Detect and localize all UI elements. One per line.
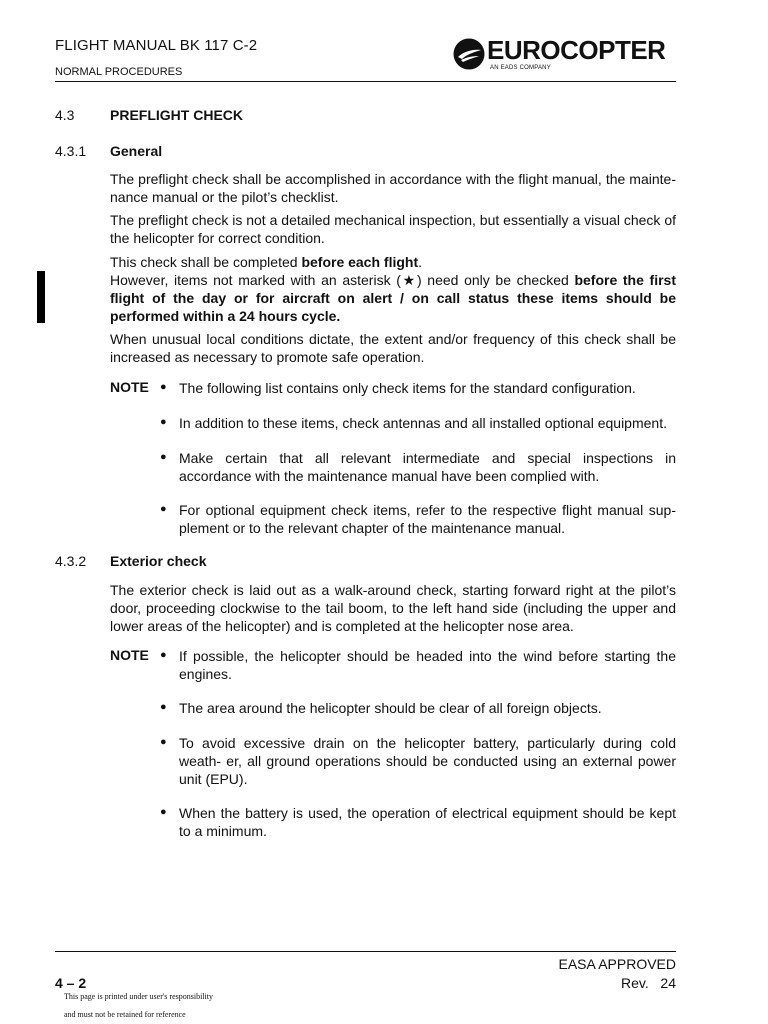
note-label: NOTE <box>110 379 149 395</box>
bullet-icon: ● <box>160 649 167 661</box>
bullet-icon: ● <box>160 451 167 463</box>
note-item: If possible, the helicopter should be headed into the wind before starting the engines. <box>179 648 676 682</box>
subsection-number: 4.3.2 <box>55 553 87 569</box>
subsection-title: General <box>110 143 163 159</box>
manual-title: FLIGHT MANUAL BK 117 C-2 <box>55 37 258 54</box>
approval-status: EASA APPROVED <box>558 956 676 972</box>
revision-number: Rev. 24 <box>621 975 676 991</box>
note-item: The following list contains only check items for the standard configuration. <box>179 380 636 396</box>
note-item: In addition to these items, check antennas and all installed optional equipment. <box>179 415 667 431</box>
note-item: For optional equipment check items, refer to the respective flight manual sup- plement or to the relevant chapter of the maintenance manual. <box>179 502 676 536</box>
logo-wordmark: EUROCOPTER <box>487 35 666 65</box>
footer-divider <box>55 951 676 952</box>
bullet-icon: ● <box>160 503 167 515</box>
paragraph: When unusual local conditions dictate, the extent and/or frequency of this check shall be increased as necessary to promote safe operation. <box>110 331 676 365</box>
bullet-icon: ● <box>160 806 167 818</box>
note-item: Make certain that all relevant intermediate and special inspections in accordance with the maintenance manual have been complied with. <box>179 450 676 484</box>
page-number: 4 – 2 <box>55 975 87 991</box>
disclaimer-line: and must not be retained for reference <box>64 1010 186 1019</box>
eurocopter-logo <box>453 35 677 72</box>
paragraph: The preflight check is not a detailed mechanical inspection, but essentially a visual check of the helicopter for correct condition. <box>110 212 676 246</box>
subsection-title: Exterior check <box>110 553 207 569</box>
eurocopter-logo-icon <box>453 38 485 70</box>
bullet-icon: ● <box>160 701 167 713</box>
emphasis: before the first flight of the day or for aircraft on alert / on call status these items should be performed within a 24 hours cycle. <box>110 272 676 324</box>
emphasis: before each flight <box>301 254 419 270</box>
bullet-icon: ● <box>160 736 167 748</box>
paragraph-check-frequency <box>110 253 676 325</box>
logo-tagline: AN EADS COMPANY <box>490 65 551 71</box>
paragraph: The exterior check is laid out as a walk-around check, starting forward right at the pilot’s door, proceeding clockwise to the tail boom, to the left hand side (including the upper and lower areas of the helicopter) and is completed at the helicopter nose area. <box>110 582 676 634</box>
chapter-title: NORMAL PROCEDURES <box>55 66 183 78</box>
note-item: The area around the helicopter should be clear of all foreign objects. <box>179 700 602 716</box>
text-span: This check shall be completed <box>110 254 302 270</box>
note-item: When the battery is used, the operation of electrical equipment should be kept to a minimum. <box>179 805 676 839</box>
text-span: ) need only be checked <box>416 272 575 288</box>
text-span: However, items not marked with an asterisk ( <box>110 272 401 288</box>
paragraph: The preflight check shall be accomplished in accordance with the flight manual, the mainte- nance manual or the pilot’s checklist. <box>110 171 676 205</box>
text-span: . <box>418 254 423 270</box>
subsection-number: 4.3.1 <box>55 143 87 159</box>
note-label: NOTE <box>110 647 149 663</box>
header-divider <box>55 81 676 82</box>
section-title: PREFLIGHT CHECK <box>110 107 243 123</box>
disclaimer-line: This page is printed under user's responsibility <box>64 992 213 1001</box>
note-item: To avoid excessive drain on the helicopter battery, particularly during cold weath- er, all ground operations should be conducted using an external power unit (EPU). <box>179 735 676 787</box>
revision-change-bar <box>37 271 45 323</box>
section-number: 4.3 <box>55 107 75 123</box>
bullet-icon: ● <box>160 416 167 428</box>
bullet-icon: ● <box>160 381 167 393</box>
asterisk-star-icon: ★ <box>400 272 417 288</box>
